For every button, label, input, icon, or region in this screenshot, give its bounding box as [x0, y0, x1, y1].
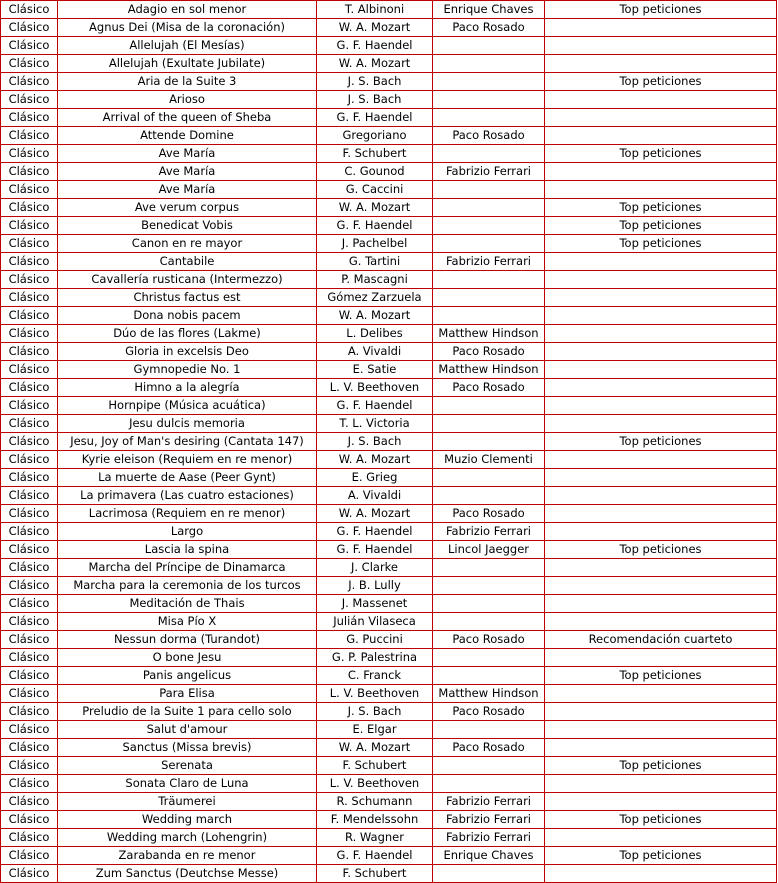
note-cell[interactable] — [545, 469, 777, 487]
genre-cell[interactable]: Clásico — [1, 289, 58, 307]
title-cell[interactable]: Arioso — [58, 91, 317, 109]
note-cell[interactable]: Top peticiones — [545, 433, 777, 451]
arranger-cell[interactable] — [433, 289, 545, 307]
table-row — [1, 667, 777, 685]
note-cell[interactable]: Top peticiones — [545, 217, 777, 235]
arranger-cell[interactable]: Matthew Hindson — [433, 361, 545, 379]
table-row — [1, 541, 777, 559]
table-row — [1, 757, 777, 775]
arranger-cell[interactable] — [433, 307, 545, 325]
title-cell[interactable]: Ave verum corpus — [58, 199, 317, 217]
note-cell[interactable] — [545, 505, 777, 523]
arranger-cell[interactable] — [433, 649, 545, 667]
arranger-cell[interactable] — [433, 235, 545, 253]
genre-cell[interactable]: Clásico — [1, 109, 58, 127]
composer-cell[interactable]: G. Caccini — [317, 181, 433, 199]
genre-cell[interactable]: Clásico — [1, 703, 58, 721]
note-cell[interactable]: Top peticiones — [545, 145, 777, 163]
arranger-cell[interactable]: Fabrizio Ferrari — [433, 523, 545, 541]
genre-cell[interactable]: Clásico — [1, 487, 58, 505]
table-row — [1, 397, 777, 415]
composer-cell[interactable]: Julián Vilaseca — [317, 613, 433, 631]
composer-cell[interactable]: W. A. Mozart — [317, 307, 433, 325]
arranger-cell[interactable]: Paco Rosado — [433, 703, 545, 721]
table-row — [1, 631, 777, 649]
table-row — [1, 307, 777, 325]
genre-cell[interactable]: Clásico — [1, 757, 58, 775]
note-cell[interactable] — [545, 649, 777, 667]
title-cell[interactable]: La primavera (Las cuatro estaciones) — [58, 487, 317, 505]
note-cell[interactable]: Top peticiones — [545, 73, 777, 91]
composer-cell[interactable]: P. Mascagni — [317, 271, 433, 289]
composer-cell[interactable]: J. S. Bach — [317, 91, 433, 109]
note-cell[interactable] — [545, 127, 777, 145]
arranger-cell[interactable]: Paco Rosado — [433, 631, 545, 649]
note-cell[interactable] — [545, 829, 777, 847]
table-row — [1, 685, 777, 703]
composer-cell[interactable]: J. S. Bach — [317, 433, 433, 451]
title-cell[interactable]: Salut d'amour — [58, 721, 317, 739]
note-cell[interactable] — [545, 721, 777, 739]
table-row — [1, 217, 777, 235]
note-cell[interactable]: Top peticiones — [545, 757, 777, 775]
arranger-cell[interactable]: Enrique Chaves — [433, 847, 545, 865]
arranger-cell[interactable]: Matthew Hindson — [433, 325, 545, 343]
table-row — [1, 847, 777, 865]
table-row — [1, 559, 777, 577]
table-row — [1, 451, 777, 469]
title-cell[interactable]: Lacrimosa (Requiem en re menor) — [58, 505, 317, 523]
composer-cell[interactable]: G. F. Haendel — [317, 109, 433, 127]
table-row — [1, 433, 777, 451]
composer-cell[interactable]: Gregoriano — [317, 127, 433, 145]
composer-cell[interactable]: R. Schumann — [317, 793, 433, 811]
genre-cell[interactable]: Clásico — [1, 523, 58, 541]
table-row — [1, 343, 777, 361]
composer-cell[interactable]: G. Puccini — [317, 631, 433, 649]
arranger-cell[interactable]: Fabrizio Ferrari — [433, 253, 545, 271]
table-row — [1, 145, 777, 163]
arranger-cell[interactable]: Fabrizio Ferrari — [433, 811, 545, 829]
note-cell[interactable] — [545, 361, 777, 379]
composer-cell[interactable]: T. L. Victoria — [317, 415, 433, 433]
note-cell[interactable] — [545, 289, 777, 307]
table-row — [1, 325, 777, 343]
title-cell[interactable]: Ave María — [58, 145, 317, 163]
title-cell[interactable]: Nessun dorma (Turandot) — [58, 631, 317, 649]
title-cell[interactable]: Arrival of the queen of Sheba — [58, 109, 317, 127]
title-cell[interactable]: Agnus Dei (Misa de la coronación) — [58, 19, 317, 37]
composer-cell[interactable]: G. F. Haendel — [317, 217, 433, 235]
composer-cell[interactable]: R. Wagner — [317, 829, 433, 847]
title-cell[interactable]: Misa Pío X — [58, 613, 317, 631]
arranger-cell[interactable]: Paco Rosado — [433, 379, 545, 397]
composer-cell[interactable]: A. Vivaldi — [317, 487, 433, 505]
title-cell[interactable]: Zarabanda en re menor — [58, 847, 317, 865]
arranger-cell[interactable]: Fabrizio Ferrari — [433, 829, 545, 847]
table-row — [1, 199, 777, 217]
composer-cell[interactable]: F. Schubert — [317, 145, 433, 163]
arranger-cell[interactable]: Paco Rosado — [433, 739, 545, 757]
title-cell[interactable]: Träumerei — [58, 793, 317, 811]
genre-cell[interactable]: Clásico — [1, 1, 58, 19]
arranger-cell[interactable] — [433, 721, 545, 739]
title-cell[interactable]: Benedicat Vobis — [58, 217, 317, 235]
composer-cell[interactable]: G. F. Haendel — [317, 523, 433, 541]
note-cell[interactable] — [545, 775, 777, 793]
composer-cell[interactable]: L. V. Beethoven — [317, 775, 433, 793]
arranger-cell[interactable] — [433, 487, 545, 505]
note-cell[interactable] — [545, 379, 777, 397]
table-body — [1, 1, 777, 883]
genre-cell[interactable]: Clásico — [1, 811, 58, 829]
genre-cell[interactable]: Clásico — [1, 667, 58, 685]
composer-cell[interactable]: J. S. Bach — [317, 703, 433, 721]
genre-cell[interactable]: Clásico — [1, 685, 58, 703]
title-cell[interactable]: Attende Domine — [58, 127, 317, 145]
table-row — [1, 163, 777, 181]
arranger-cell[interactable] — [433, 397, 545, 415]
genre-cell[interactable]: Clásico — [1, 217, 58, 235]
composer-cell[interactable]: W. A. Mozart — [317, 19, 433, 37]
genre-cell[interactable]: Clásico — [1, 775, 58, 793]
note-cell[interactable] — [545, 343, 777, 361]
arranger-cell[interactable]: Paco Rosado — [433, 343, 545, 361]
title-cell[interactable]: Zum Sanctus (Deutchse Messe) — [58, 865, 317, 883]
arranger-cell[interactable]: Paco Rosado — [433, 505, 545, 523]
genre-cell[interactable]: Clásico — [1, 505, 58, 523]
arranger-cell[interactable]: Muzio Clementi — [433, 451, 545, 469]
composer-cell[interactable]: F. Schubert — [317, 865, 433, 883]
note-cell[interactable] — [545, 109, 777, 127]
genre-cell[interactable]: Clásico — [1, 127, 58, 145]
composer-cell[interactable]: L. V. Beethoven — [317, 685, 433, 703]
composer-cell[interactable]: W. A. Mozart — [317, 505, 433, 523]
genre-cell[interactable]: Clásico — [1, 325, 58, 343]
title-cell[interactable]: Largo — [58, 523, 317, 541]
arranger-cell[interactable] — [433, 757, 545, 775]
composer-cell[interactable]: E. Satie — [317, 361, 433, 379]
title-cell[interactable]: Preludio de la Suite 1 para cello solo — [58, 703, 317, 721]
title-cell[interactable]: Allelujah (Exultate Jubilate) — [58, 55, 317, 73]
genre-cell[interactable]: Clásico — [1, 793, 58, 811]
title-cell[interactable]: Dúo de las flores (Lakme) — [58, 325, 317, 343]
note-cell[interactable]: Recomendación cuarteto — [545, 631, 777, 649]
title-cell[interactable]: Panis angelicus — [58, 667, 317, 685]
genre-cell[interactable]: Clásico — [1, 397, 58, 415]
title-cell[interactable]: Gymnopedie No. 1 — [58, 361, 317, 379]
genre-cell[interactable]: Clásico — [1, 379, 58, 397]
title-cell[interactable]: Ave María — [58, 181, 317, 199]
note-cell[interactable] — [545, 397, 777, 415]
note-cell[interactable] — [545, 325, 777, 343]
composer-cell[interactable]: E. Grieg — [317, 469, 433, 487]
composer-cell[interactable]: E. Elgar — [317, 721, 433, 739]
genre-cell[interactable]: Clásico — [1, 559, 58, 577]
table-row — [1, 109, 777, 127]
genre-cell[interactable]: Clásico — [1, 145, 58, 163]
note-cell[interactable] — [545, 739, 777, 757]
title-cell[interactable]: Jesu, Joy of Man's desiring (Cantata 147) — [58, 433, 317, 451]
genre-cell[interactable]: Clásico — [1, 253, 58, 271]
title-cell[interactable]: Gloria in excelsis Deo — [58, 343, 317, 361]
composer-cell[interactable]: G. Tartini — [317, 253, 433, 271]
title-cell[interactable]: Dona nobis pacem — [58, 307, 317, 325]
title-cell[interactable]: Adagio en sol menor — [58, 1, 317, 19]
genre-cell[interactable]: Clásico — [1, 307, 58, 325]
genre-cell[interactable]: Clásico — [1, 469, 58, 487]
note-cell[interactable] — [545, 271, 777, 289]
genre-cell[interactable]: Clásico — [1, 721, 58, 739]
genre-cell[interactable]: Clásico — [1, 847, 58, 865]
title-cell[interactable]: Jesu dulcis memoria — [58, 415, 317, 433]
table-row — [1, 55, 777, 73]
composer-cell[interactable]: L. Delibes — [317, 325, 433, 343]
composer-cell[interactable]: C. Franck — [317, 667, 433, 685]
composer-cell[interactable]: J. Massenet — [317, 595, 433, 613]
genre-cell[interactable]: Clásico — [1, 271, 58, 289]
table-row — [1, 253, 777, 271]
composer-cell[interactable]: T. Albinoni — [317, 1, 433, 19]
genre-cell[interactable]: Clásico — [1, 451, 58, 469]
note-cell[interactable] — [545, 55, 777, 73]
title-cell[interactable]: Para Elisa — [58, 685, 317, 703]
composer-cell[interactable]: W. A. Mozart — [317, 55, 433, 73]
table-row — [1, 91, 777, 109]
arranger-cell[interactable] — [433, 595, 545, 613]
genre-cell[interactable]: Clásico — [1, 595, 58, 613]
note-cell[interactable] — [545, 181, 777, 199]
table-row — [1, 775, 777, 793]
genre-cell[interactable]: Clásico — [1, 865, 58, 883]
genre-cell[interactable]: Clásico — [1, 55, 58, 73]
note-cell[interactable] — [545, 37, 777, 55]
title-cell[interactable]: Christus factus est — [58, 289, 317, 307]
arranger-cell[interactable]: Fabrizio Ferrari — [433, 163, 545, 181]
note-cell[interactable] — [545, 307, 777, 325]
table-row — [1, 271, 777, 289]
genre-cell[interactable]: Clásico — [1, 433, 58, 451]
arranger-cell[interactable] — [433, 559, 545, 577]
title-cell[interactable]: Canon en re mayor — [58, 235, 317, 253]
composer-cell[interactable]: F. Schubert — [317, 757, 433, 775]
note-cell[interactable] — [545, 523, 777, 541]
title-cell[interactable]: Himno a la alegría — [58, 379, 317, 397]
genre-cell[interactable]: Clásico — [1, 829, 58, 847]
table-row — [1, 523, 777, 541]
note-cell[interactable] — [545, 793, 777, 811]
composer-cell[interactable]: G. F. Haendel — [317, 37, 433, 55]
table-row — [1, 577, 777, 595]
composer-cell[interactable]: G. F. Haendel — [317, 847, 433, 865]
composer-cell[interactable]: W. A. Mozart — [317, 451, 433, 469]
table-row — [1, 811, 777, 829]
arranger-cell[interactable] — [433, 433, 545, 451]
table-row — [1, 865, 777, 883]
arranger-cell[interactable]: Paco Rosado — [433, 127, 545, 145]
arranger-cell[interactable] — [433, 865, 545, 883]
note-cell[interactable] — [545, 19, 777, 37]
genre-cell[interactable]: Clásico — [1, 73, 58, 91]
arranger-cell[interactable]: Paco Rosado — [433, 19, 545, 37]
table-row — [1, 379, 777, 397]
composer-cell[interactable]: J. S. Bach — [317, 73, 433, 91]
composer-cell[interactable]: J. B. Lully — [317, 577, 433, 595]
arranger-cell[interactable] — [433, 415, 545, 433]
composer-cell[interactable]: F. Mendelssohn — [317, 811, 433, 829]
genre-cell[interactable]: Clásico — [1, 199, 58, 217]
table-row — [1, 649, 777, 667]
title-cell[interactable]: Wedding march — [58, 811, 317, 829]
genre-cell[interactable]: Clásico — [1, 415, 58, 433]
arranger-cell[interactable] — [433, 91, 545, 109]
genre-cell[interactable]: Clásico — [1, 577, 58, 595]
table-row — [1, 127, 777, 145]
table-row — [1, 469, 777, 487]
arranger-cell[interactable] — [433, 217, 545, 235]
title-cell[interactable]: Aria de la Suite 3 — [58, 73, 317, 91]
note-cell[interactable] — [545, 163, 777, 181]
genre-cell[interactable]: Clásico — [1, 631, 58, 649]
arranger-cell[interactable] — [433, 271, 545, 289]
note-cell[interactable] — [545, 91, 777, 109]
arranger-cell[interactable]: Matthew Hindson — [433, 685, 545, 703]
note-cell[interactable]: Top peticiones — [545, 667, 777, 685]
table-row — [1, 739, 777, 757]
composer-cell[interactable]: G. F. Haendel — [317, 397, 433, 415]
note-cell[interactable]: Top peticiones — [545, 811, 777, 829]
note-cell[interactable] — [545, 595, 777, 613]
genre-cell[interactable]: Clásico — [1, 91, 58, 109]
note-cell[interactable] — [545, 415, 777, 433]
table-row — [1, 361, 777, 379]
composer-cell[interactable]: W. A. Mozart — [317, 199, 433, 217]
arranger-cell[interactable]: Fabrizio Ferrari — [433, 793, 545, 811]
note-cell[interactable] — [545, 577, 777, 595]
note-cell[interactable] — [545, 865, 777, 883]
genre-cell[interactable]: Clásico — [1, 649, 58, 667]
arranger-cell[interactable] — [433, 199, 545, 217]
title-cell[interactable]: Meditación de Thais — [58, 595, 317, 613]
genre-cell[interactable]: Clásico — [1, 541, 58, 559]
arranger-cell[interactable]: Enrique Chaves — [433, 1, 545, 19]
table-row — [1, 19, 777, 37]
genre-cell[interactable]: Clásico — [1, 613, 58, 631]
title-cell[interactable]: La muerte de Aase (Peer Gynt) — [58, 469, 317, 487]
arranger-cell[interactable] — [433, 55, 545, 73]
table-row — [1, 829, 777, 847]
composer-cell[interactable]: W. A. Mozart — [317, 739, 433, 757]
title-cell[interactable]: Sonata Claro de Luna — [58, 775, 317, 793]
genre-cell[interactable]: Clásico — [1, 343, 58, 361]
arranger-cell[interactable] — [433, 667, 545, 685]
note-cell[interactable]: Top peticiones — [545, 541, 777, 559]
note-cell[interactable] — [545, 613, 777, 631]
note-cell[interactable] — [545, 685, 777, 703]
genre-cell[interactable]: Clásico — [1, 361, 58, 379]
title-cell[interactable]: O bone Jesu — [58, 649, 317, 667]
composer-cell[interactable]: Gómez Zarzuela — [317, 289, 433, 307]
genre-cell[interactable]: Clásico — [1, 163, 58, 181]
title-cell[interactable]: Ave María — [58, 163, 317, 181]
table-row — [1, 595, 777, 613]
note-cell[interactable]: Top peticiones — [545, 199, 777, 217]
genre-cell[interactable]: Clásico — [1, 181, 58, 199]
note-cell[interactable] — [545, 487, 777, 505]
note-cell[interactable] — [545, 253, 777, 271]
note-cell[interactable]: Top peticiones — [545, 235, 777, 253]
table-row — [1, 415, 777, 433]
note-cell[interactable] — [545, 703, 777, 721]
table-row — [1, 487, 777, 505]
table-row — [1, 289, 777, 307]
table-row — [1, 721, 777, 739]
table-row — [1, 613, 777, 631]
note-cell[interactable]: Top peticiones — [545, 847, 777, 865]
table-row — [1, 793, 777, 811]
arranger-cell[interactable] — [433, 775, 545, 793]
arranger-cell[interactable] — [433, 181, 545, 199]
title-cell[interactable]: Wedding march (Lohengrin) — [58, 829, 317, 847]
composer-cell[interactable]: C. Gounod — [317, 163, 433, 181]
title-cell[interactable]: Allelujah (El Mesías) — [58, 37, 317, 55]
arranger-cell[interactable] — [433, 145, 545, 163]
table-row — [1, 235, 777, 253]
table-row — [1, 505, 777, 523]
table-row — [1, 703, 777, 721]
note-cell[interactable]: Top peticiones — [545, 1, 777, 19]
composer-cell[interactable]: A. Vivaldi — [317, 343, 433, 361]
genre-cell[interactable]: Clásico — [1, 37, 58, 55]
arranger-cell[interactable] — [433, 577, 545, 595]
table-row — [1, 73, 777, 91]
table-row — [1, 181, 777, 199]
arranger-cell[interactable] — [433, 613, 545, 631]
table-row — [1, 1, 777, 19]
note-cell[interactable] — [545, 559, 777, 577]
composer-cell[interactable]: J. Clarke — [317, 559, 433, 577]
title-cell[interactable]: Cavallería rusticana (Intermezzo) — [58, 271, 317, 289]
arranger-cell[interactable] — [433, 37, 545, 55]
composer-cell[interactable]: J. Pachelbel — [317, 235, 433, 253]
table-row — [1, 37, 777, 55]
arranger-cell[interactable]: Lincol Jaegger — [433, 541, 545, 559]
title-cell[interactable]: Lascia la spina — [58, 541, 317, 559]
composer-cell[interactable]: L. V. Beethoven — [317, 379, 433, 397]
title-cell[interactable]: Serenata — [58, 757, 317, 775]
arranger-cell[interactable] — [433, 109, 545, 127]
genre-cell[interactable]: Clásico — [1, 19, 58, 37]
note-cell[interactable] — [545, 451, 777, 469]
genre-cell[interactable]: Clásico — [1, 235, 58, 253]
title-cell[interactable]: Hornpipe (Música acuática) — [58, 397, 317, 415]
genre-cell[interactable]: Clásico — [1, 739, 58, 757]
composer-cell[interactable]: G. P. Palestrina — [317, 649, 433, 667]
title-cell[interactable]: Cantabile — [58, 253, 317, 271]
arranger-cell[interactable] — [433, 469, 545, 487]
title-cell[interactable]: Marcha para la ceremonia de los turcos — [58, 577, 317, 595]
title-cell[interactable]: Kyrie eleison (Requiem en re menor) — [58, 451, 317, 469]
arranger-cell[interactable] — [433, 73, 545, 91]
title-cell[interactable]: Sanctus (Missa brevis) — [58, 739, 317, 757]
title-cell[interactable]: Marcha del Príncipe de Dinamarca — [58, 559, 317, 577]
composer-cell[interactable]: G. F. Haendel — [317, 541, 433, 559]
